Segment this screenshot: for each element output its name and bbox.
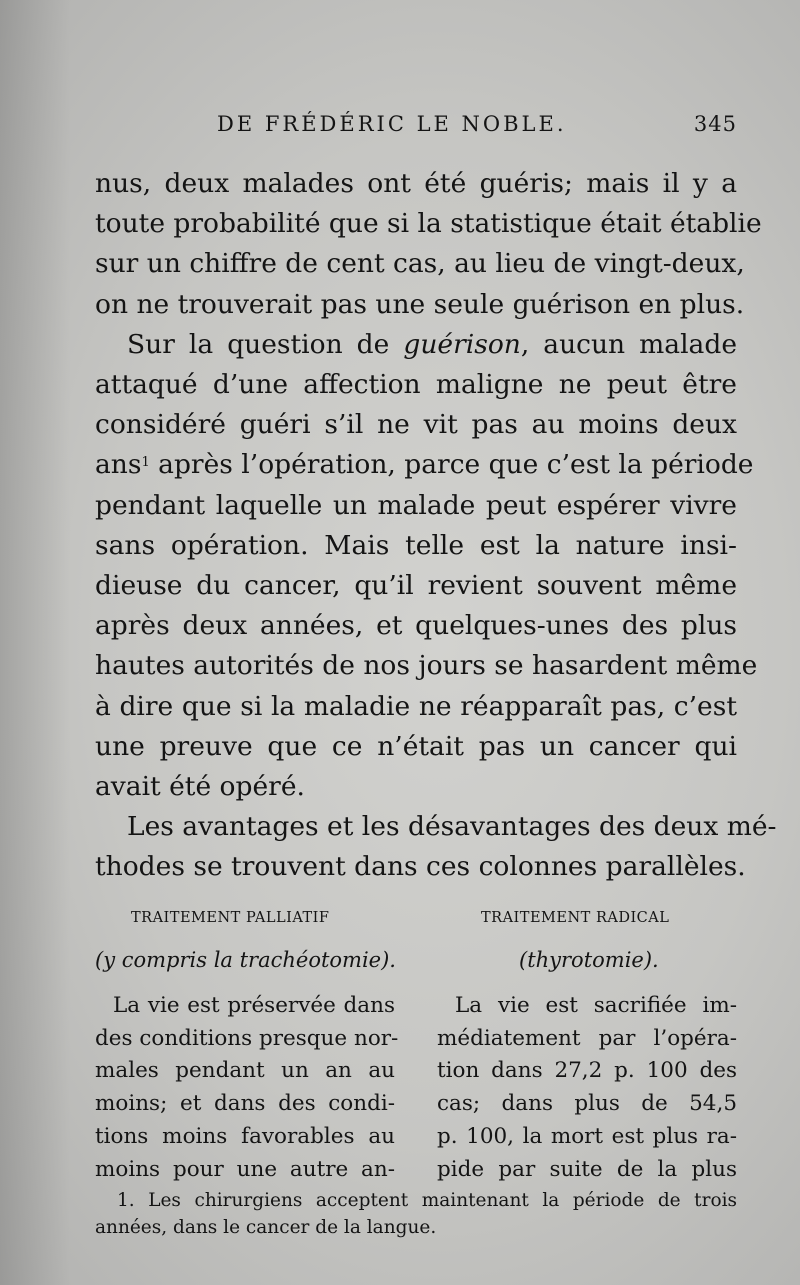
text-line: considéré guéri s’il ne vit pas au moins deux: [95, 409, 737, 441]
text-line: on ne trouverait pas une seule guérison en plus.: [95, 288, 745, 320]
page-number: 345: [693, 112, 737, 136]
main-text: [95, 164, 777, 888]
column-line: p. 100, la mort est plus ra-: [437, 1123, 737, 1149]
running-head: [95, 112, 737, 142]
footnote: [95, 1187, 737, 1241]
text-line: à dire que si la maladie ne réapparaît pas, c’est: [95, 690, 737, 722]
text-line: attaqué d’une affection maligne ne peut être: [95, 369, 737, 401]
running-title: DE FRÉDÉRIC LE NOBLE.: [217, 112, 567, 136]
text-line: thodes se trouvent dans ces colonnes parallèles.: [95, 851, 746, 883]
text-line: hautes autorités de nos jours se hasardent même: [95, 650, 758, 682]
text-line-with-footnote: [95, 445, 754, 485]
left-column-title: TRAITEMENT PALLIATIF: [131, 910, 330, 926]
column-line: males pendant un an au: [95, 1058, 395, 1084]
column-line: tions moins favorables au: [95, 1123, 395, 1149]
left-column-text: [95, 990, 399, 1186]
column-line: moins pour une autre an-: [95, 1156, 395, 1182]
text-line: dieuse du cancer, qu’il revient souvent même: [95, 570, 737, 602]
left-column-subtitle: (y compris la trachéotomie).: [95, 948, 396, 972]
column-line: tion dans 27,2 p. 100 des: [437, 1058, 737, 1084]
column-line: La vie est sacrifiée im-: [455, 993, 737, 1018]
text-line: nus, deux malades ont été guéris; mais il y a: [95, 168, 737, 199]
text-line: pendant laquelle un malade peut espérer vivre: [95, 489, 737, 521]
footnote-line: 1. Les chirurgiens acceptent maintenant la période de trois: [117, 1190, 737, 1211]
text-line: sans opération. Mais telle est la nature insi-: [95, 529, 737, 561]
footnote-line: années, dans le cancer de la langue.: [95, 1217, 437, 1238]
text-segment: après l’opération, parce que c’est la période: [149, 449, 754, 481]
right-column-subtitle: (thyrotomie).: [519, 948, 659, 972]
footnote-marker: 1: [141, 455, 150, 471]
column-line: pide par suite de la plus: [437, 1156, 737, 1182]
text-line: sur un chiffre de cent cas, au lieu de vingt-deux,: [95, 248, 745, 280]
text-line: avait été opéré.: [95, 771, 305, 803]
text-segment: Sur la question de: [127, 328, 404, 360]
paragraph-start-line: [95, 325, 737, 365]
italic-term: guérison: [403, 328, 521, 360]
column-line: moins; et dans des condi-: [95, 1091, 395, 1117]
right-column-title: TRAITEMENT RADICAL: [481, 910, 670, 926]
text-line: toute probabilité que si la statistique était établie: [95, 208, 762, 240]
text-segment: , aucun malade: [520, 328, 737, 360]
column-line: médiatement par l’opéra-: [437, 1025, 737, 1051]
column-line: La vie est préservée dans: [113, 993, 395, 1018]
spine-shadow: [0, 0, 70, 1285]
right-column-text: [437, 990, 737, 1186]
column-line: cas; dans plus de 54,5: [437, 1091, 737, 1117]
text-segment: ans: [95, 449, 142, 481]
paragraph-start-line: Les avantages et les désavantages des deux mé-: [127, 811, 777, 843]
text-line: après deux années, et quelques-unes des plus: [95, 610, 737, 642]
text-line: une preuve que ce n’était pas un cancer qui: [95, 730, 737, 762]
column-line: des conditions presque nor-: [95, 1025, 399, 1051]
